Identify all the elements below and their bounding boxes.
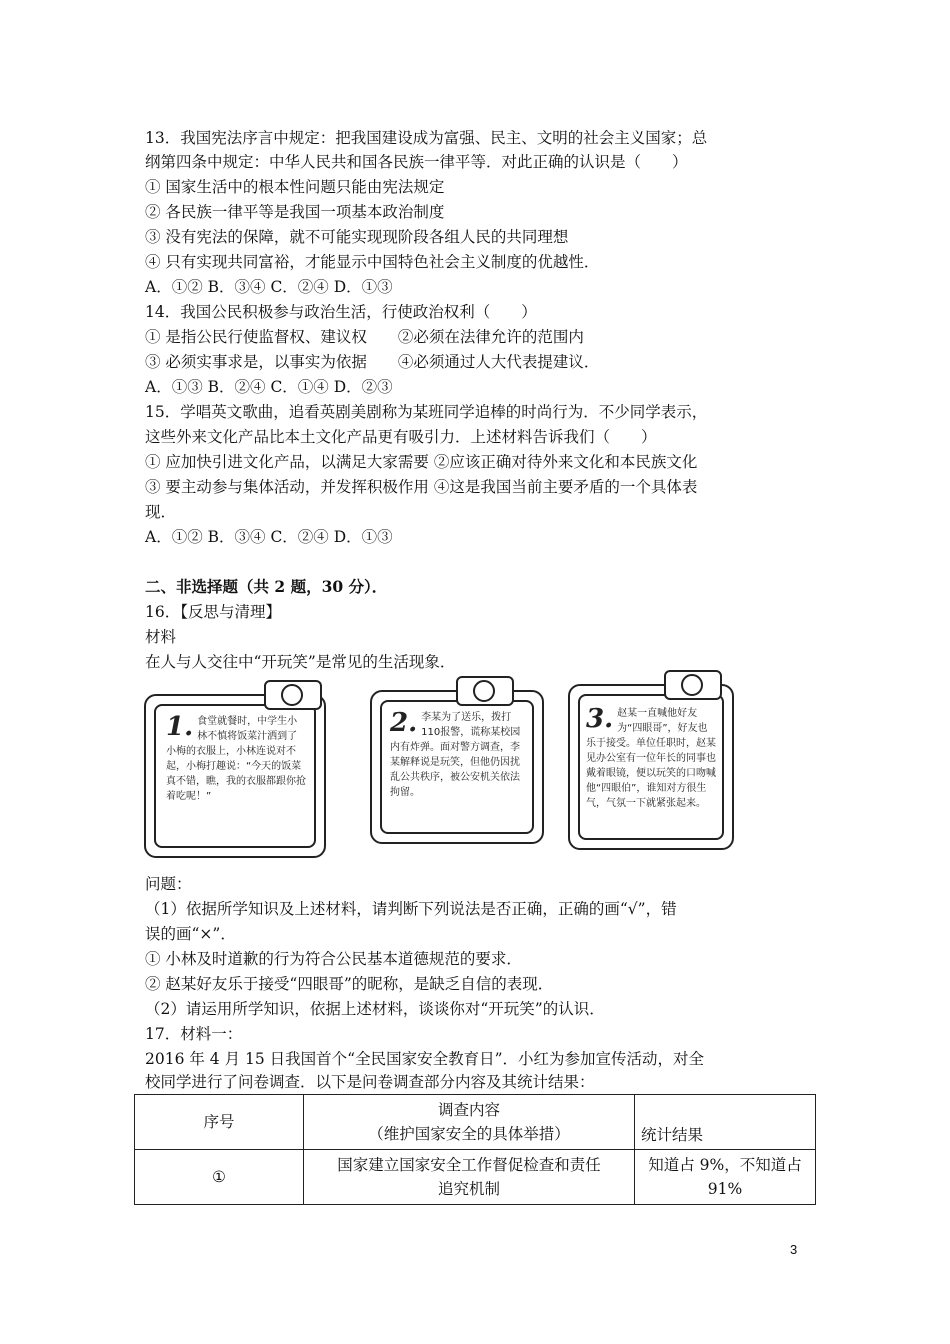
q16-sub1-line1: （1）依据所学知识及上述材料，请判断下列说法是否正确，正确的画“√”，错 — [145, 900, 677, 918]
header-content — [304, 1095, 635, 1150]
q15-options-1-2: ① 应加快引进文化产品，以满足大家需要 ②应该正确对待外来文化和本民族文化 — [145, 453, 698, 471]
material-card-3 — [568, 684, 734, 850]
q16-sub1-a: ① 小林及时道歉的行为符合公民基本道德规范的要求． — [145, 950, 522, 968]
header-index: 序号 — [135, 1095, 304, 1150]
q13-option-2: ② 各民族一律平等是我国一项基本政治制度 — [145, 203, 445, 221]
q17-line1: 2016 年 4 月 15 日我国首个“全民国家安全教育日”．小红为参加宣传活动，对全 — [145, 1050, 705, 1068]
q15-stem-line1: 15．学唱英文歌曲，追看英剧美剧称为某班同学追棒的时尚行为．不少同学表示， — [145, 403, 708, 421]
q13-option-3: ③ 没有宪法的保障，就不可能实现现阶段各组人民的共同理想 — [145, 228, 569, 246]
q16-question-label: 问题： — [145, 875, 192, 893]
material-illustration — [140, 672, 738, 866]
q16-material-label: 材料 — [145, 628, 177, 646]
q13-option-4: ④ 只有实现共同富裕，才能显示中国特色社会主义制度的优越性． — [145, 253, 600, 271]
table-row — [135, 1150, 816, 1205]
row1-index: ① — [135, 1150, 304, 1205]
header-content-line2: （维护国家安全的具体举措） — [368, 1125, 570, 1143]
q13-option-1: ① 国家生活中的根本性问题只能由宪法规定 — [145, 178, 445, 196]
table-header-row — [135, 1095, 816, 1150]
q17-title: 17．材料一： — [145, 1025, 243, 1043]
q17-line2: 校同学进行了问卷调查．以下是问卷调查部分内容及其统计结果： — [145, 1073, 595, 1091]
q16-sub2: （2）请运用所学知识，依据上述材料，谈谈你对“开玩笑”的认识． — [145, 1000, 605, 1018]
q13-stem-line2: 纲第四条中规定：中华人民共和国各民族一律平等．对此正确的认识是（ ） — [145, 153, 688, 171]
q15-options-cont: 现． — [145, 503, 177, 521]
header-result: 统计结果 — [635, 1095, 816, 1150]
q14-choices: A．①③ B．②④ C．①④ D．②③ — [145, 378, 393, 396]
header-content-line1: 调查内容 — [437, 1101, 500, 1119]
card-2-number: 2. — [390, 708, 418, 738]
card-1-text: 食堂就餐时，中学生小林不慎将饭菜汁洒到了小梅的衣服上，小林连说对不起，小梅打趣说：“今天的饭菜真不错，瞧，我的衣服都跟你抢着吃呢！” — [166, 716, 306, 802]
q16-material: 在人与人交往中“开玩笑”是常见的生活现象． — [145, 653, 456, 671]
q15-options-3-4: ③ 要主动参与集体活动，并发挥积极作用 ④这是我国当前主要矛盾的一个具体表 — [145, 478, 698, 496]
q14-options-3-4: ③ 必须实事求是，以事实为依据 ④必须通过人大代表提建议． — [145, 353, 600, 371]
q13-choices: A．①② B．③④ C．②④ D．①③ — [145, 278, 393, 296]
q16-title: 16．【反思与清理】 — [145, 603, 281, 621]
card-3-number: 3. — [586, 704, 614, 734]
section-title: 二、非选择题（共 2 题，30 分）． — [145, 577, 388, 596]
row1-content — [304, 1150, 635, 1205]
survey-table — [134, 1094, 816, 1205]
q16-sub1-line2: 误的画“×”． — [145, 925, 236, 943]
page-number: 3 — [790, 1242, 798, 1257]
card-1-number: 1. — [166, 712, 194, 742]
camera-icon — [264, 680, 322, 710]
q15-choices: A．①② B．③④ C．②④ D．①③ — [145, 528, 393, 546]
card-3-text: 赵某一直喊他好友为“四眼哥”，好友也乐于接受。单位任职时，赵某见办公室有一位年长的同事也戴着眼镜，便以玩笑的口吻喊他“四眼伯”，谁知对方很生气，气氛一下就紧张起来。 — [586, 708, 716, 809]
q14-options-1-2: ① 是指公民行使监督权、建议权 ②必须在法律允许的范围内 — [145, 328, 584, 346]
q14-stem: 14．我国公民积极参与政治生活，行使政治权利（ ） — [145, 303, 537, 321]
card-2-text: 李某为了送乐，拨打110报警，谎称某校园内有炸弹。面对警方调查，李某解释说是玩笑，但他仍因扰乱公共秩序，被公安机关依法拘留。 — [390, 712, 521, 798]
camera-icon — [456, 676, 514, 706]
camera-icon — [664, 670, 722, 700]
material-card-1 — [144, 694, 326, 858]
row1-result — [635, 1150, 816, 1205]
row1-result-line2: 91% — [707, 1180, 743, 1198]
row1-content-line1: 国家建立国家安全工作督促检查和责任 — [337, 1156, 601, 1174]
q13-stem-line1: 13．我国宪法序言中规定：把我国建设成为富强、民主、文明的社会主义国家；总 — [145, 129, 708, 147]
material-card-2 — [370, 690, 544, 844]
row1-result-line1: 知道占 9%，不知道占 — [648, 1156, 802, 1174]
row1-content-line2: 追究机制 — [437, 1180, 500, 1198]
q15-stem-line2: 这些外来文化产品比本土文化产品更有吸引力．上述材料告诉我们（ ） — [145, 428, 657, 446]
q16-sub1-b: ② 赵某好友乐于接受“四眼哥”的昵称，是缺乏自信的表现． — [145, 975, 554, 993]
